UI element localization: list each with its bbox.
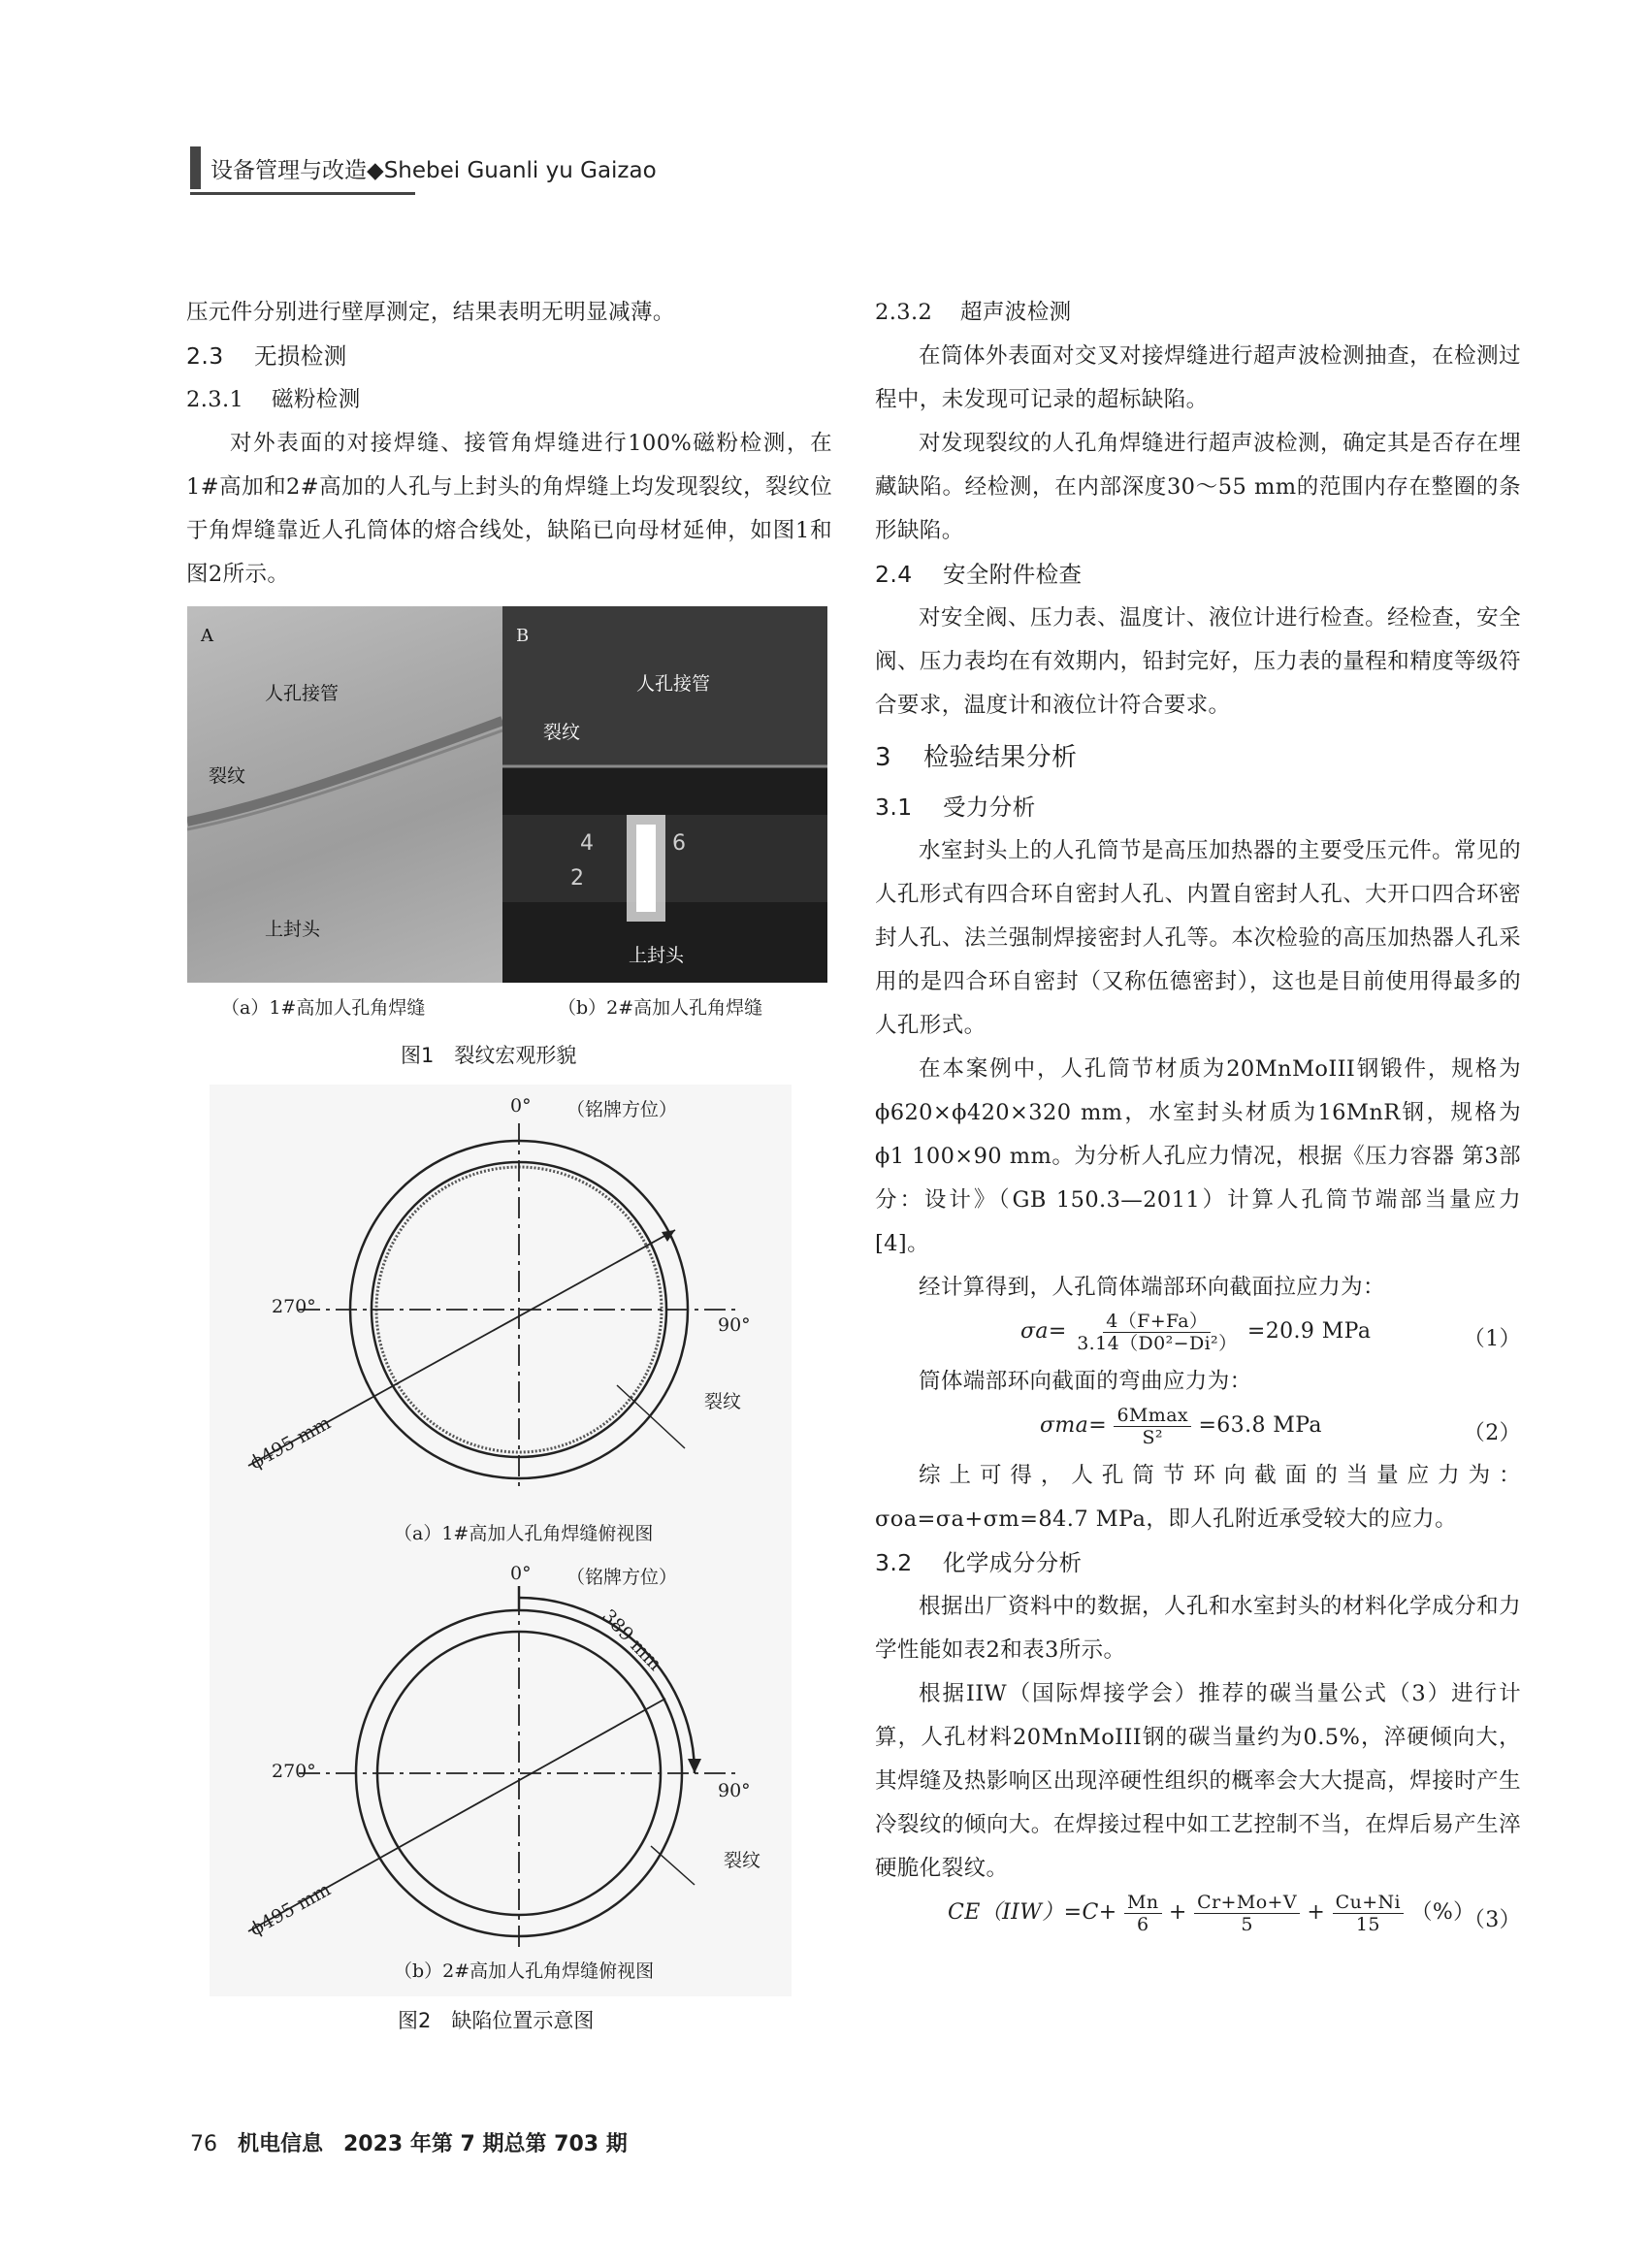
section-heading-3-2: 3.2 化学成分分析 bbox=[875, 1549, 1083, 1576]
photo-a-label-head: 上封头 bbox=[265, 919, 321, 940]
photo-b-ruler-mark: 2 bbox=[570, 866, 584, 891]
photo-b-label-crack: 裂纹 bbox=[543, 722, 581, 743]
diagram-a-crack: 裂纹 bbox=[704, 1391, 742, 1412]
diagram-a-nameplate: （铭牌方位） bbox=[566, 1099, 678, 1120]
paragraph: 综上可得，人孔筒节环向截面的当量应力为：σoa=σa+σm=84.7 MPa，即人孔附近承受较大的应力。 bbox=[875, 1463, 1521, 1532]
figure-1-photos bbox=[187, 606, 827, 983]
photo-a-tag: A bbox=[201, 626, 213, 646]
figure-1b-caption: （b）2#高加人孔角焊缝 bbox=[558, 997, 763, 1019]
running-header bbox=[190, 146, 657, 190]
diagram-a-270deg: 270° bbox=[272, 1296, 316, 1317]
section-heading-2-3-1: 2.3.1 磁粉检测 bbox=[186, 387, 361, 412]
diagram-b-crack: 裂纹 bbox=[724, 1850, 761, 1871]
paragraph: 对发现裂纹的人孔角焊缝进行超声波检测，确定其是否存在埋藏缺陷。经检测，在内部深度30～55 mm的范围内存在整圈的条形缺陷。 bbox=[875, 431, 1521, 543]
section-heading-2-3-2: 2.3.2 超声波检测 bbox=[875, 300, 1072, 325]
paragraph: 筒体端部环向截面的弯曲应力为： bbox=[919, 1369, 1252, 1394]
photo-b-tag: B bbox=[516, 626, 530, 646]
section-heading-3: 3 检验结果分析 bbox=[875, 743, 1078, 772]
left-column bbox=[186, 291, 832, 597]
paragraph: 根据IIW（国际焊接学会）推荐的碳当量公式（3）进行计算，人孔材料20MnMoIII钢的碳当量约为0.5%，淬硬倾向大，其焊缝及热影响区出现淬硬性组织的概率会大大提高，焊接时产生冷裂纹的倾向大。在焊接过程中如工艺控制不当，在焊后易产生淬硬脆化裂纹。 bbox=[875, 1681, 1521, 1881]
section-heading-3-1: 3.1 受力分析 bbox=[875, 794, 1036, 821]
figure-1-title: 图1 裂纹宏观形貌 bbox=[401, 1044, 577, 1067]
photo-b-label-head: 上封头 bbox=[629, 945, 685, 966]
paragraph: 压元件分别进行壁厚测定，结果表明无明显减薄。 bbox=[186, 300, 675, 325]
figure-1a-caption: （a）1#高加人孔角焊缝 bbox=[221, 997, 426, 1019]
paragraph: 经计算得到，人孔筒体端部环向截面拉应力为： bbox=[919, 1275, 1385, 1300]
diagram-b-arc-length: 389 mm bbox=[598, 1605, 666, 1675]
photo-b-ruler-mark: 4 bbox=[580, 831, 594, 856]
page-footer bbox=[190, 2127, 628, 2157]
diagram-b-diameter: ϕ495 mm bbox=[246, 1878, 335, 1941]
paragraph: 水室封头上的人孔筒节是高压加热器的主要受压元件。常见的人孔形式有四合环自密封人孔、内置自密封人孔、大开口四合环密封人孔、法兰强制焊接密封人孔等。本次检验的高压加热器人孔采用的是四合环自密封（又称伍德密封），这也是目前使用得最多的人孔形式。 bbox=[875, 838, 1521, 1038]
photo-b-ruler-mark: 6 bbox=[672, 831, 686, 856]
diagram-a-diameter: ϕ495 mm bbox=[246, 1411, 335, 1474]
photo-b bbox=[502, 606, 827, 983]
figure-2b-diagram bbox=[210, 1555, 792, 1996]
diagram-b-270deg: 270° bbox=[272, 1761, 316, 1782]
header-text: 设备管理与改造◆Shebei Guanli yu Gaizao bbox=[210, 157, 657, 183]
paragraph: 在筒体外表面对交叉对接焊缝进行超声波检测抽查，在检测过程中，未发现可记录的超标缺陷。 bbox=[875, 343, 1521, 412]
equation-2: σma= $\frac{6Mmax}{\text{S²}}$ =63.8 MPa （2） bbox=[1040, 1404, 1521, 1448]
equation-3: CE（IIW）=C+ $\frac{Mn}{6}$ + $\frac{Cr+Mo+V}{5}$ + $\frac{Cu+Ni}{15}$ （%） （3） bbox=[948, 1891, 1521, 1935]
equation-1: σa= $\frac{4(F+Fa)}{\text{3.14（D0²−Di²）}}$ =20.9 MPa （1） bbox=[1020, 1310, 1521, 1354]
journal-name: 机电信息 bbox=[237, 2132, 323, 2156]
photo-b-scene bbox=[502, 606, 827, 983]
photo-b-label-nozzle: 人孔接管 bbox=[636, 673, 711, 695]
section-heading-2-4: 2.4 安全附件检查 bbox=[875, 561, 1083, 588]
photo-a-label-nozzle: 人孔接管 bbox=[265, 683, 340, 704]
right-column bbox=[875, 291, 1521, 1941]
photo-a-label-crack: 裂纹 bbox=[209, 765, 246, 787]
figure-2-title: 图2 缺陷位置示意图 bbox=[398, 2009, 595, 2032]
page-number: 76 bbox=[190, 2132, 217, 2156]
figure-2b-caption: （b）2#高加人孔角焊缝俯视图 bbox=[394, 1960, 655, 1982]
paragraph-magnetic-testing: 对外表面的对接焊缝、接管角焊缝进行100%磁粉检测，在1#高加和2#高加的人孔与上封头的角焊缝上均发现裂纹，裂纹位于角焊缝靠近人孔筒体的熔合线处，缺陷已向母材延伸，如图1和图2所示。 bbox=[186, 431, 832, 587]
paragraph: 对安全阀、压力表、温度计、液位计进行检查。经检查，安全阀、压力表均在有效期内，铅封完好，压力表的量程和精度等级符合要求，温度计和液位计符合要求。 bbox=[875, 605, 1521, 718]
header-rule bbox=[190, 192, 415, 195]
diagram-a-0deg: 0° bbox=[510, 1095, 532, 1117]
photo-a-weld-line bbox=[187, 606, 502, 983]
photo-a bbox=[187, 606, 502, 983]
issue-info: 2023 年第 7 期总第 703 期 bbox=[342, 2132, 628, 2156]
section-heading-2-3: 2.3 无损检测 bbox=[186, 342, 347, 370]
paragraph: 在本案例中，人孔筒节材质为20MnMoIII钢锻件，规格为ϕ620×ϕ420×320 mm，水室封头材质为16MnR钢，规格为ϕ1 100×90 mm。为分析人孔应力情况，根据《压力容器 第3部分：设计》（GB 150.3—2011）计算人孔筒节端部当量应力[4]。 bbox=[875, 1056, 1521, 1256]
paragraph: 根据出厂资料中的数据，人孔和水室封头的材料化学成分和力学性能如表2和表3所示。 bbox=[875, 1594, 1521, 1663]
diagram-a-90deg: 90° bbox=[718, 1314, 751, 1336]
diagram-b-90deg: 90° bbox=[718, 1780, 751, 1801]
figure-2a-diagram bbox=[210, 1085, 792, 1560]
header-bar bbox=[190, 146, 201, 189]
figure-2a-caption: （a）1#高加人孔角焊缝俯视图 bbox=[394, 1523, 654, 1544]
diagram-b-0deg: 0° bbox=[510, 1563, 532, 1584]
diagram-b-nameplate: （铭牌方位） bbox=[566, 1567, 678, 1588]
